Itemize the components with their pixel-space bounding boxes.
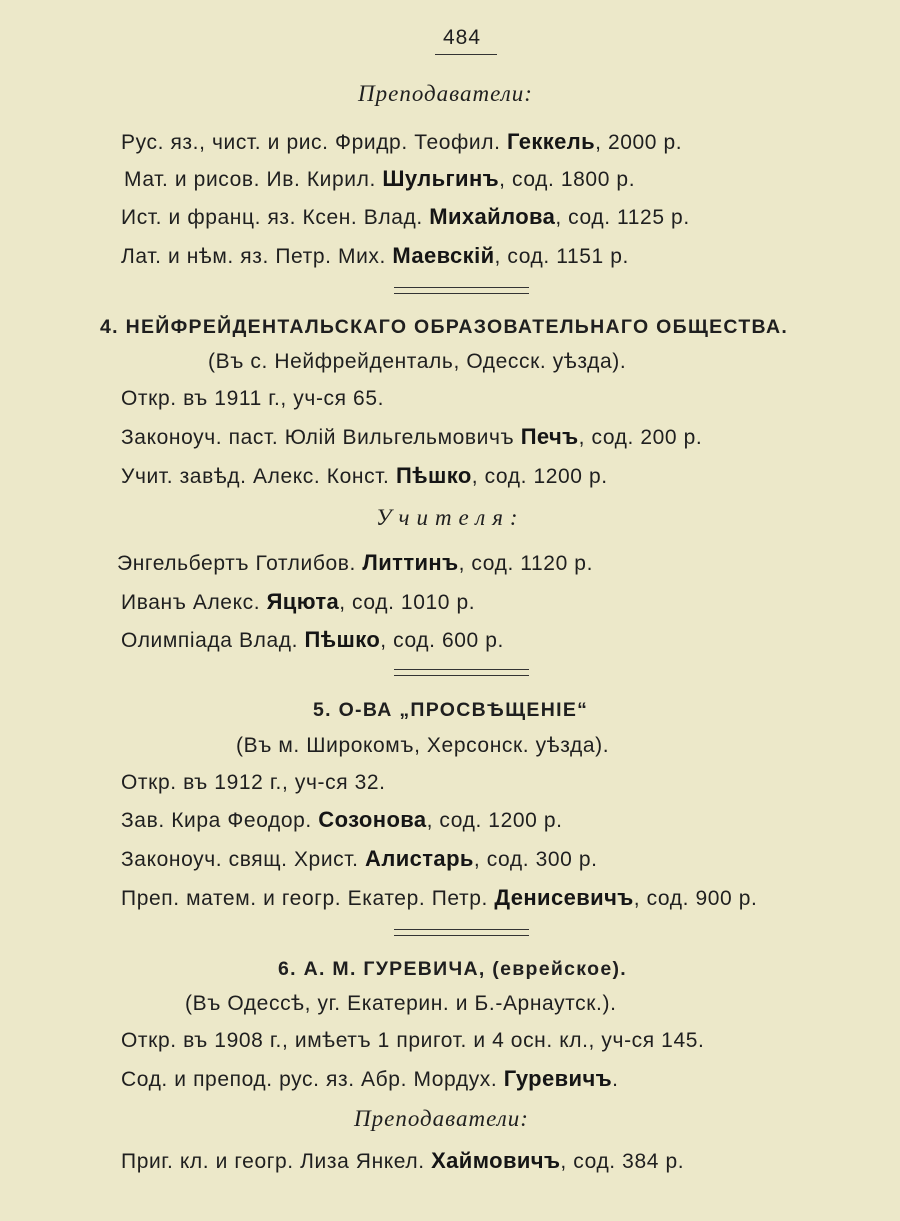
staff-tail: , сод. 900 р.: [633, 887, 758, 910]
school-5-staff-3: [121, 885, 757, 912]
teacher-name: Михайлова: [429, 204, 556, 229]
school-4-teacher-3: [121, 627, 504, 654]
staff-tail: , сод. 300 р.: [473, 848, 598, 871]
director-name: Гуревичъ: [503, 1066, 613, 1091]
staff-name: Печъ: [520, 424, 579, 449]
teacher-text: Рус. яз., чист. и рис. Фридр. Теофил.: [121, 131, 507, 154]
staff-name: Пѣшко: [395, 463, 472, 488]
school-4-teachers-heading: Учителя:: [376, 505, 525, 530]
teacher-tail: , сод. 1010 р.: [339, 591, 476, 614]
teacher-text: Иванъ Алекс.: [121, 591, 267, 614]
staff-name: Денисевичъ: [494, 885, 634, 910]
teacher-name: Пѣшко: [304, 627, 381, 652]
school-4-staff-2: [121, 463, 608, 490]
section-separator: [394, 287, 529, 294]
staff-text: Законоуч. свящ. Христ.: [121, 848, 366, 871]
teacher-name: Хаймовичъ: [431, 1148, 561, 1173]
teacher-line-2: [124, 166, 635, 193]
school-6-location: (Въ Одессѣ, уг. Екатерин. и Б.-Арнаутск.).: [185, 992, 617, 1015]
page-number: 484: [443, 26, 482, 49]
teacher-name: Литтинъ: [362, 550, 459, 575]
teacher-text: Мат. и рисов. Ив. Кирил.: [124, 168, 383, 191]
school-5-location: (Въ м. Широкомъ, Херсонск. уѣзда).: [236, 734, 610, 757]
staff-tail: , сод. 1200 р.: [426, 809, 563, 832]
teacher-tail: , сод. 1151 р.: [494, 245, 629, 268]
director-text: Сод. и препод. рус. яз. Абр. Мордух.: [121, 1068, 504, 1091]
staff-text: Законоуч. паст. Юлiй Вильгельмовичъ: [121, 426, 521, 449]
director-tail: .: [612, 1068, 619, 1091]
teacher-name: Шульгинъ: [382, 166, 500, 191]
school-6-teachers-heading: Преподаватели:: [354, 1106, 529, 1131]
teacher-tail: , сод. 1120 р.: [458, 552, 594, 575]
teacher-text: Ист. и франц. яз. Ксен. Влад.: [121, 206, 430, 229]
teacher-name: Геккель: [506, 129, 596, 154]
teacher-line-1: [121, 129, 682, 156]
teacher-text: Лат. и нѣм. яз. Петр. Мих.: [121, 245, 393, 268]
teacher-name: Маевскiй: [392, 243, 495, 268]
staff-name: Алистарь: [365, 846, 474, 871]
teacher-name: Яцюта: [266, 589, 340, 614]
school-4-title: 4. НЕЙФРЕЙДЕНТАЛЬСКАГО ОБРАЗОВАТЕЛЬНАГО ОБЩЕСТВА.: [100, 316, 789, 338]
school-4-opened: Откр. въ 1911 г., уч-ся 65.: [121, 387, 385, 410]
school-4-staff-1: [121, 424, 702, 451]
staff-text: Учит. завѣд. Алекс. Конст.: [121, 465, 396, 488]
staff-text: Преп. матем. и геогр. Екатер. Петр.: [121, 887, 495, 910]
teacher-line-4: [121, 243, 629, 270]
teacher-tail: , сод. 600 р.: [380, 629, 504, 652]
school-6-opened: Откр. въ 1908 г., имѣетъ 1 пригот. и 4 осн. кл., уч-ся 145.: [121, 1029, 705, 1052]
staff-tail: , сод. 200 р.: [578, 426, 703, 449]
section-separator: [394, 669, 529, 676]
school-4-teacher-1: [117, 550, 593, 577]
school-5-staff-1: [121, 807, 563, 834]
teacher-text: Энгельбертъ Готлибов.: [117, 552, 363, 575]
school-6-title: 6. А. М. ГУРЕВИЧА, (еврейское).: [278, 958, 627, 980]
school-6-teacher-1: [121, 1148, 684, 1175]
staff-name: Созонова: [318, 807, 427, 832]
staff-text: Зав. Кира Феодор.: [121, 809, 319, 832]
school-5-title: 5. О-ВА „ПРОСВѢЩЕНIЕ“: [313, 699, 589, 721]
school-4-location: (Въ с. Нейфрейденталь, Одесск. уѣзда).: [208, 350, 627, 373]
teacher-line-3: [121, 204, 690, 231]
school-4-teacher-2: [121, 589, 475, 616]
school-5-opened: Откр. въ 1912 г., уч-ся 32.: [121, 771, 386, 794]
teacher-text: Приг. кл. и геогр. Лиза Янкел.: [121, 1150, 432, 1173]
teacher-tail: , сод. 1125 р.: [555, 206, 690, 229]
page-number-rule: [435, 54, 497, 55]
teacher-tail: , сод. 384 р.: [560, 1150, 685, 1173]
teacher-text: Олимпiада Влад.: [121, 629, 305, 652]
section-separator: [394, 929, 529, 936]
staff-tail: , сод. 1200 р.: [471, 465, 608, 488]
teachers-heading-1: Преподаватели:: [358, 81, 533, 106]
teacher-tail: , 2000 р.: [595, 131, 683, 154]
school-5-staff-2: [121, 846, 598, 873]
school-6-director: [121, 1066, 619, 1093]
teacher-tail: , сод. 1800 р.: [499, 168, 636, 191]
